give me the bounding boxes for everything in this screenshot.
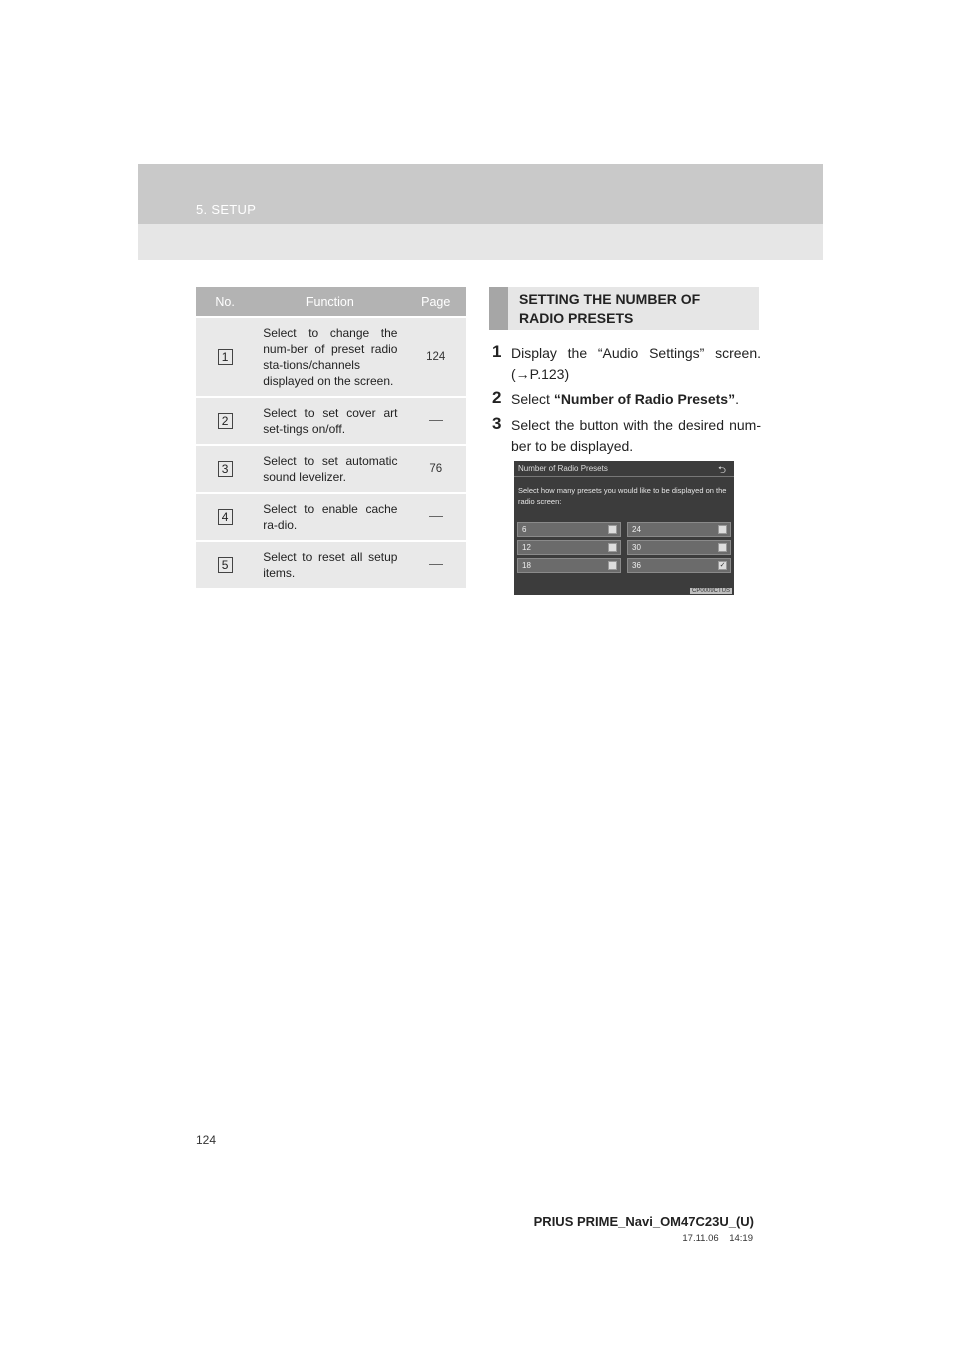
preset-label: 30 — [632, 543, 641, 552]
radio-presets-screenshot — [514, 461, 734, 595]
document-time: 14:19 — [729, 1233, 753, 1244]
preset-30-button[interactable] — [627, 540, 731, 555]
section-heading-bar — [489, 287, 508, 330]
checkbox-icon — [608, 561, 617, 570]
no-page-dash — [429, 516, 443, 517]
preset-18-button[interactable] — [517, 558, 621, 573]
preset-label: 24 — [632, 525, 641, 534]
screen-instruction: Select how many presets you would like to be displayed on the radio screen: — [518, 486, 727, 506]
step-text: Select — [511, 391, 554, 407]
preset-label: 6 — [522, 525, 527, 534]
step-text-bold: “Number of Radio Presets” — [553, 391, 736, 407]
page-cell: 124 — [405, 317, 466, 397]
table-row — [196, 317, 466, 397]
screen-title: Number of Radio Presets — [518, 464, 608, 473]
checkbox-icon — [718, 543, 727, 552]
checkbox-checked-icon: ✓ — [719, 562, 726, 569]
page-number: 124 — [196, 1133, 217, 1147]
no-page-dash — [429, 564, 443, 565]
preset-6-button[interactable] — [517, 522, 621, 537]
document-timestamp — [682, 1233, 753, 1244]
step-text: Select the button with the desired num-ber to be displayed. — [511, 417, 761, 454]
checkbox-icon — [718, 525, 727, 534]
section-title-line1: SETTING THE NUMBER OF — [519, 291, 701, 307]
function-table — [196, 287, 466, 588]
section-label: 5. SETUP — [196, 202, 257, 217]
table-row — [196, 541, 466, 588]
column-header-page: Page — [405, 287, 466, 317]
image-code: CP0009CTUS — [691, 588, 730, 594]
item-number-box: 5 — [218, 557, 233, 573]
step-text-end: . — [735, 391, 739, 407]
preset-24-button[interactable] — [627, 522, 731, 537]
function-cell: Select to reset all setup items. — [254, 541, 405, 588]
back-arrow-icon[interactable]: ⮌ — [717, 465, 726, 476]
header-subband — [138, 224, 823, 260]
preset-label: 36 — [632, 561, 641, 570]
step-number: 2 — [492, 388, 502, 407]
preset-36-button[interactable] — [627, 558, 731, 573]
screen-divider — [514, 476, 734, 477]
table-row — [196, 445, 466, 493]
function-cell: Select to enable cache ra-dio. — [254, 493, 405, 541]
step-text: Display the “Audio Settings” screen. (→P.123) — [511, 345, 761, 382]
function-cell: Select to set automatic sound levelizer. — [254, 445, 405, 493]
item-number-box: 4 — [218, 509, 233, 525]
document-id: PRIUS PRIME_Navi_OM47C23U_(U) — [533, 1214, 754, 1229]
item-number-box: 1 — [218, 349, 233, 365]
document-date: 17.11.06 — [682, 1233, 719, 1244]
preset-label: 12 — [522, 543, 531, 552]
column-header-no: No. — [196, 287, 254, 317]
page-cell: 76 — [405, 445, 466, 493]
section-heading — [489, 287, 759, 330]
function-cell: Select to change the num-ber of preset radio sta-tions/channels displayed on the screen. — [254, 317, 405, 397]
checkbox-icon — [608, 543, 617, 552]
table-header-row — [196, 287, 466, 317]
column-header-function: Function — [254, 287, 405, 317]
item-number-box: 2 — [218, 413, 233, 429]
step-number: 3 — [492, 414, 502, 433]
table-row — [196, 493, 466, 541]
preset-label: 18 — [522, 561, 531, 570]
section-title-line2: RADIO PRESETS — [519, 310, 634, 326]
function-cell: Select to set cover art set-tings on/off. — [254, 397, 405, 445]
table-row — [196, 397, 466, 445]
no-page-dash — [429, 420, 443, 421]
checkbox-icon — [608, 525, 617, 534]
preset-12-button[interactable] — [517, 540, 621, 555]
item-number-box: 3 — [218, 461, 233, 477]
step-number: 1 — [492, 342, 502, 361]
